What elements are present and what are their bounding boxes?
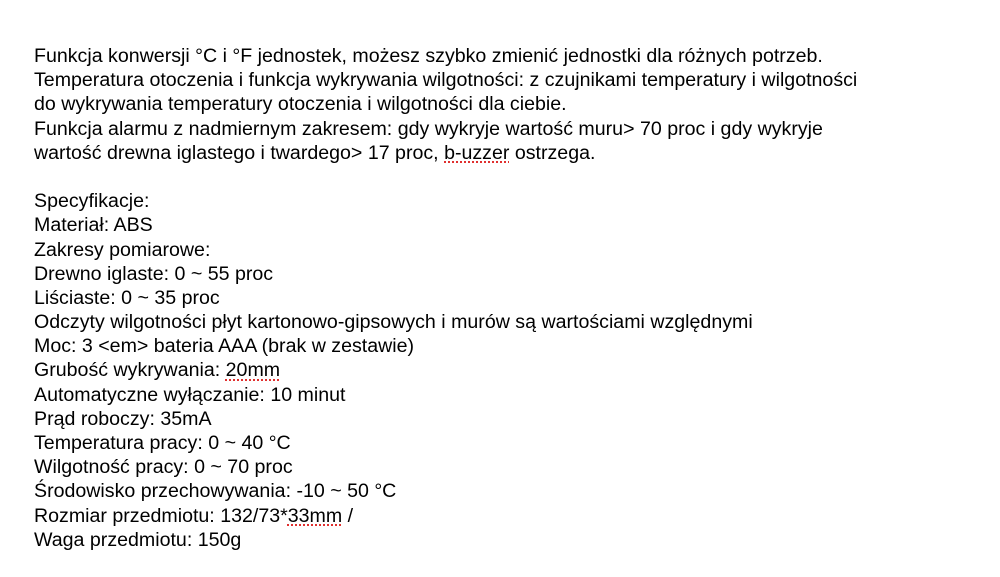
spec-size-label: Rozmiar przedmiotu: 132/73* (34, 504, 288, 527)
spec-hardwood: Liściaste: 0 ~ 35 proc (34, 286, 220, 309)
spec-power: Moc: 3 <em> bateria AAA (brak w zestawie) (34, 335, 415, 358)
document-body (34, 44, 994, 552)
spec-size-tail: / (342, 504, 354, 527)
spec-weight: Waga przedmiotu: 150g (34, 528, 242, 551)
misspelled-word[interactable]: b-uzzer (444, 141, 510, 164)
intro-line-3: do wykrywania temperatury otoczenia i wilgotności dla ciebie. (34, 93, 567, 116)
spec-softwood: Drewno iglaste: 0 ~ 55 proc (34, 262, 274, 285)
spec-thickness (34, 358, 994, 382)
spec-material: Materiał: ABS (34, 214, 153, 237)
misspelled-word[interactable]: 33mm (287, 504, 343, 527)
intro-line-2: Temperatura otoczenia i funkcja wykrywania wilgotności: z czujnikami temperatury i wilgotności (34, 69, 858, 92)
spec-work-temp: Temperatura pracy: 0 ~ 40 °C (34, 432, 291, 454)
spec-ranges-heading: Zakresy pomiarowe: (34, 238, 211, 261)
misspelled-word[interactable]: 20mm (225, 359, 281, 382)
spec-thickness-label: Grubość wykrywania: (34, 359, 226, 382)
intro-line-5-text: wartość drewna iglastego i twardego> 17 proc, (34, 141, 445, 164)
intro-line-5-tail: ostrzega. (509, 141, 596, 164)
spec-work-humidity: Wilgotność pracy: 0 ~ 70 proc (34, 456, 293, 479)
blank-line (34, 165, 994, 189)
spec-relative-note: Odczyty wilgotności płyt kartonowo-gipsowych i murów są wartościami względnymi (34, 311, 753, 334)
intro-line-4: Funkcja alarmu z nadmiernym zakresem: gdy wykryje wartość muru> 70 proc i gdy wykryje (34, 117, 823, 140)
spec-storage: Środowisko przechowywania: -10 ~ 50 °C (34, 480, 397, 503)
spec-auto-off: Automatyczne wyłączanie: 10 minut (34, 383, 346, 406)
spec-heading: Specyfikacje: (34, 190, 150, 213)
spec-current: Prąd roboczy: 35mA (34, 407, 212, 430)
intro-line-1: Funkcja konwersji °C i °F jednostek, możesz szybko zmienić jednostki dla różnych potrzeb. (34, 45, 823, 67)
intro-line-5 (34, 141, 994, 165)
spec-size (34, 504, 994, 528)
